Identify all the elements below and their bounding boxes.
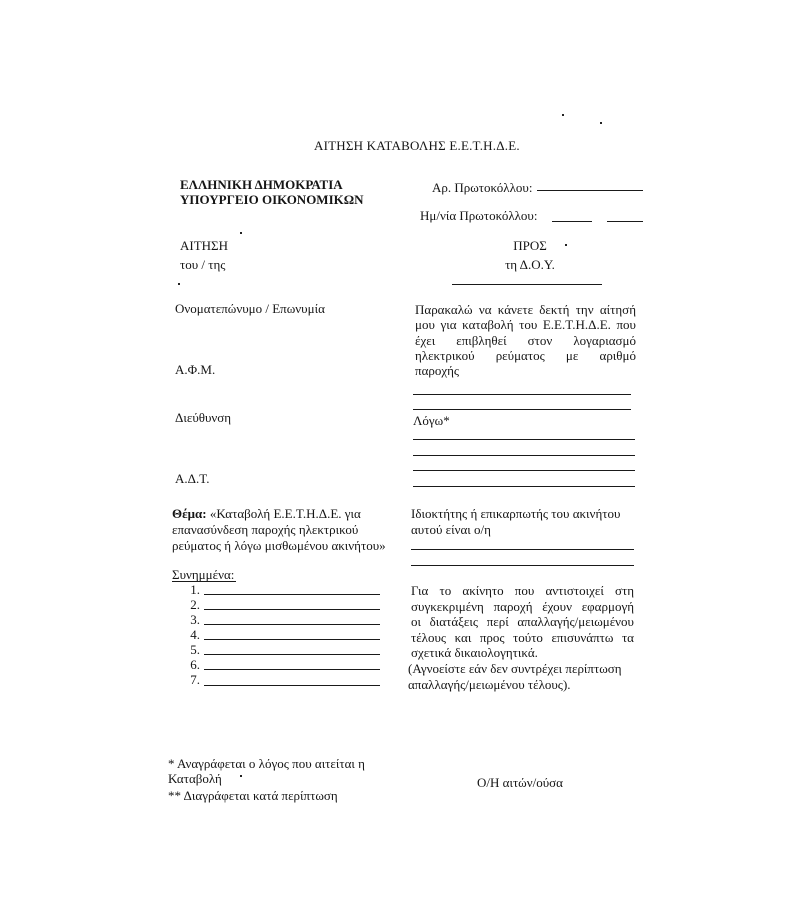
exemption-line: συγκεκριμένη παροχή έχουν εφαρμογή	[411, 599, 634, 614]
subject-line: επανασύνδεση παροχής ηλεκτρικού	[172, 522, 359, 537]
protocol-number-row	[432, 180, 532, 195]
exemption-line: Για το ακίνητο που αντιστοιχεί στη	[411, 583, 634, 598]
attachment-item	[186, 642, 200, 657]
address-label: Διεύθυνση	[175, 410, 232, 425]
to-heading: ΠΡΟΣ	[513, 238, 547, 253]
owner-field-2[interactable]	[411, 565, 634, 566]
exemption-note-line: (Αγνοείστε εάν δεν συντρέχει περίπτωση	[408, 661, 622, 676]
attachment-number: 2.	[190, 597, 200, 612]
scan-speck	[562, 114, 564, 116]
to-tax-office: τη Δ.Ο.Υ.	[505, 257, 555, 272]
subject-line: ρεύματος ή λόγω μισθωμένου ακινήτου»	[172, 538, 386, 553]
afm-label: Α.Φ.Μ.	[175, 362, 216, 377]
application-of-label: του / της	[180, 257, 226, 272]
attachment-item	[186, 612, 200, 627]
owner-line: αυτού είναι ο/η	[411, 522, 491, 537]
attachment-item	[186, 657, 200, 672]
attachment-item	[186, 582, 200, 597]
attachment-number: 5.	[190, 642, 200, 657]
exemption-note-line: απαλλαγής/μειωμένου τέλους).	[408, 677, 571, 692]
attachment-item	[186, 627, 200, 642]
protocol-date-row	[420, 208, 537, 223]
attachments-underline	[172, 581, 236, 582]
attachment-item	[186, 672, 200, 687]
attachment-field[interactable]	[204, 654, 380, 655]
subject-line: «Καταβολή Ε.Ε.Τ.Η.Δ.Ε. για	[209, 506, 361, 521]
attachment-number: 7.	[190, 672, 200, 687]
exemption-line: τέλους και προς τούτο επισυνάπτω τα	[411, 630, 634, 645]
attachment-field[interactable]	[204, 624, 380, 625]
protocol-number-field[interactable]	[537, 190, 643, 191]
request-line: μου για καταβολή του Ε.Ε.Τ.Η.Δ.Ε. που	[415, 317, 636, 332]
reason-field-1[interactable]	[413, 439, 635, 440]
attachment-number: 1.	[190, 582, 200, 597]
republic-heading: ΕΛΛΗΝΙΚΗ ΔΗΜΟΚΡΑΤΙΑ	[180, 177, 343, 192]
ministry-heading: ΥΠΟΥΡΓΕΙΟ ΟΙΚΟΝΟΜΙΚΩΝ	[180, 192, 364, 207]
owner-line: Ιδιοκτήτης ή επικαρπωτής του ακινήτου	[411, 506, 621, 521]
owner-field-1[interactable]	[411, 549, 634, 550]
attachment-number: 3.	[190, 612, 200, 627]
scan-speck	[600, 122, 602, 124]
supply-number-field-1[interactable]	[413, 394, 631, 395]
adt-label: Α.Δ.Τ.	[175, 471, 210, 486]
footnote-1: * Αναγράφεται ο λόγος που αιτείται η	[168, 756, 365, 771]
protocol-date-field-b[interactable]	[607, 221, 643, 222]
protocol-date-field-a[interactable]	[552, 221, 592, 222]
attachments-label: Συνημμένα:	[172, 567, 235, 582]
attachment-field[interactable]	[204, 669, 380, 670]
supply-number-field-2[interactable]	[413, 409, 631, 410]
scan-speck	[178, 283, 180, 285]
request-line: ηλεκτρικού ρεύματος με αριθμό	[415, 348, 636, 363]
scan-speck	[240, 775, 242, 777]
signature-label: Ο/Η αιτών/ούσα	[477, 775, 563, 790]
request-line: παροχής	[415, 363, 460, 378]
reason-field-4[interactable]	[413, 486, 635, 487]
attachment-number: 6.	[190, 657, 200, 672]
protocol-date-label: Ημ/νία Πρωτοκόλλου:	[420, 208, 538, 223]
footnote-2: ** Διαγράφεται κατά περίπτωση	[168, 788, 338, 803]
exemption-line: σχετικά δικαιολογητικά.	[411, 645, 538, 660]
protocol-number-label: Αρ. Πρωτοκόλλου:	[432, 180, 533, 195]
reason-field-3[interactable]	[413, 470, 635, 471]
reason-label: Λόγω*	[413, 413, 450, 428]
reason-field-2[interactable]	[413, 455, 635, 456]
scan-speck	[240, 232, 242, 234]
request-line: Παρακαλώ να κάνετε δεκτή την αίτησή	[415, 302, 636, 317]
application-heading: ΑΙΤΗΣΗ	[180, 238, 229, 253]
request-line: έχει επιβληθεί στον λογαριασμό	[415, 333, 636, 348]
document-title: ΑΙΤΗΣΗ ΚΑΤΑΒΟΛΗΣ Ε.Ε.Τ.Η.Δ.Ε.	[314, 138, 520, 153]
attachment-number: 4.	[190, 627, 200, 642]
tax-office-field[interactable]	[452, 284, 602, 285]
attachment-field[interactable]	[204, 685, 380, 686]
scan-speck	[565, 244, 567, 246]
attachment-field[interactable]	[204, 609, 380, 610]
footnote-1-continued: Καταβολή	[168, 771, 222, 786]
exemption-line: οι διατάξεις περί απαλλαγής/μειωμένου	[411, 614, 634, 629]
attachment-item	[186, 597, 200, 612]
subject-label: Θέμα:	[172, 506, 207, 521]
attachment-field[interactable]	[204, 639, 380, 640]
subject-row	[172, 506, 361, 521]
name-label: Ονοματεπώνυμο / Επωνυμία	[175, 301, 325, 316]
attachment-field[interactable]	[204, 594, 380, 595]
